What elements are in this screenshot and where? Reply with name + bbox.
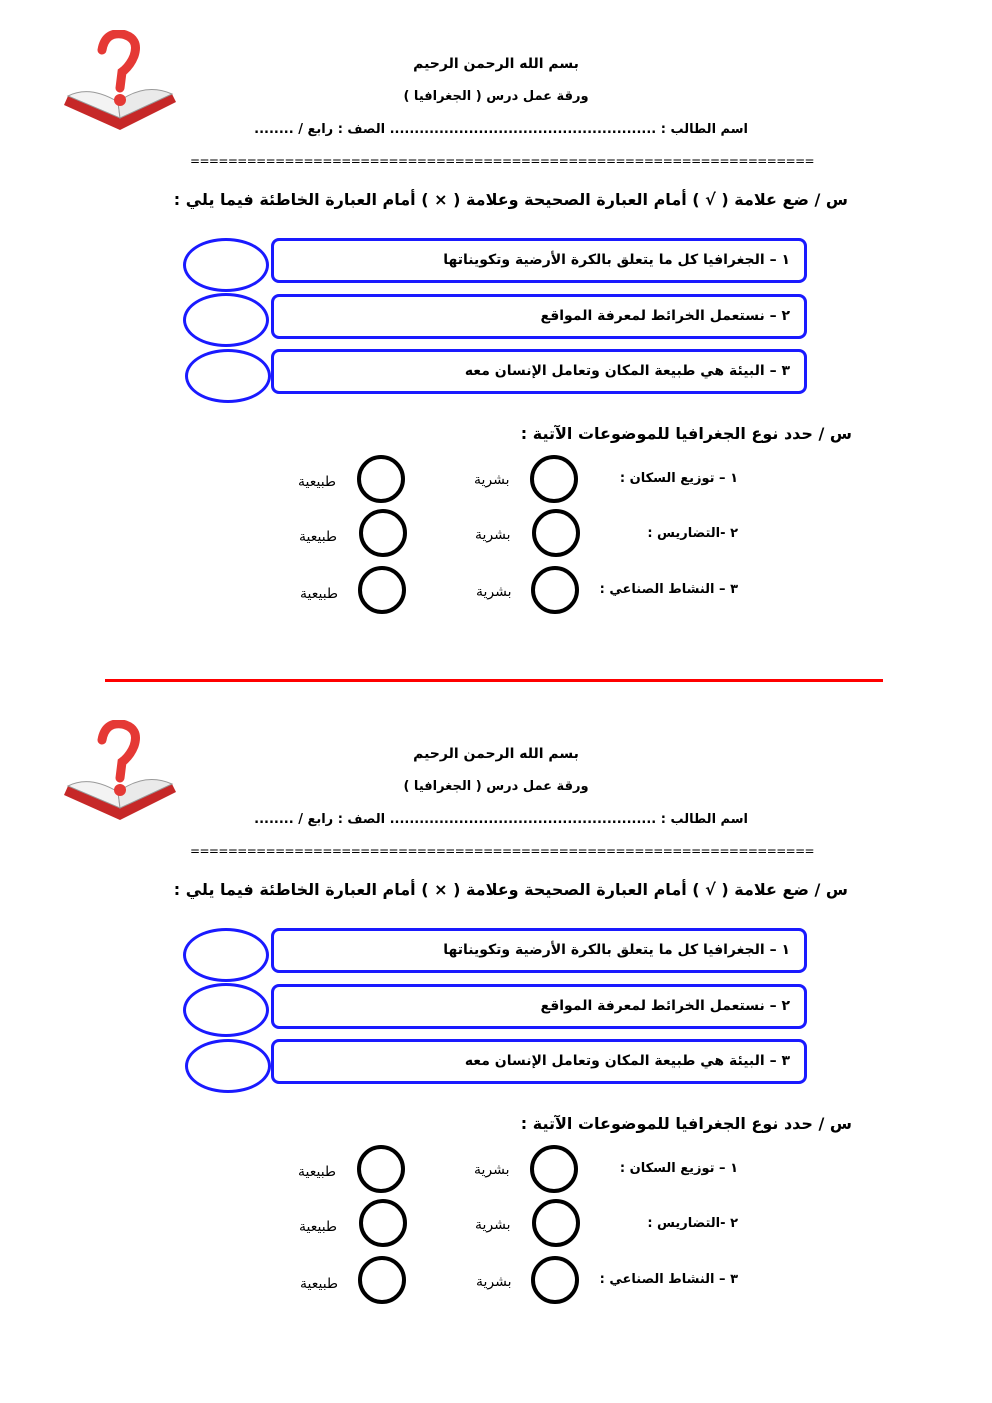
question-1-prompt: س / ضع علامة ( √ ) أمام العبارة الصحيحة وعلامة ( × ) أمام العبارة الخاطئة فيما يلي : bbox=[173, 880, 848, 899]
option-natural-label: طبيعية bbox=[299, 529, 338, 545]
statement-text: ٣ – البيئة هي طبيعة المكان وتعامل الإنسان معه bbox=[464, 363, 790, 379]
answer-oval-3[interactable] bbox=[185, 349, 271, 403]
statement-text: ٢ – نستعمل الخرائط لمعرفة المواقع bbox=[540, 998, 790, 1014]
option-human-label: بشرية bbox=[475, 527, 511, 543]
basmala: بسم الله الرحمن الرحيم bbox=[413, 746, 579, 762]
statement-text: ١ – الجغرافيا كل ما يتعلق بالكرة الأرضية وتكويناتها bbox=[443, 942, 790, 958]
worksheet bbox=[0, 690, 992, 1380]
option-human-label: بشرية bbox=[476, 584, 512, 600]
human-choice-3[interactable] bbox=[531, 566, 579, 614]
human-choice-1[interactable] bbox=[530, 455, 578, 503]
option-natural-label: طبيعية bbox=[298, 474, 337, 490]
answer-oval-2[interactable] bbox=[183, 983, 269, 1037]
item-1: ١ – توزيع السكان : bbox=[619, 1161, 738, 1176]
option-natural-label: طبيعية bbox=[299, 1219, 338, 1235]
answer-oval-2[interactable] bbox=[183, 293, 269, 347]
student-info-line[interactable]: اسم الطالب : ...................................................... الصف : رابع / ........ bbox=[254, 122, 748, 137]
worksheet bbox=[0, 0, 992, 690]
basmala: بسم الله الرحمن الرحيم bbox=[413, 56, 579, 72]
item-1: ١ – توزيع السكان : bbox=[619, 471, 738, 486]
statement-box-2 bbox=[271, 984, 807, 1029]
statement-text: ٣ – البيئة هي طبيعة المكان وتعامل الإنسان معه bbox=[464, 1053, 790, 1069]
human-choice-1[interactable] bbox=[530, 1145, 578, 1193]
natural-choice-3[interactable] bbox=[358, 1256, 406, 1304]
human-choice-2[interactable] bbox=[532, 1199, 580, 1247]
statement-text: ١ – الجغرافيا كل ما يتعلق بالكرة الأرضية وتكويناتها bbox=[443, 252, 790, 268]
statement-box-2 bbox=[271, 294, 807, 339]
natural-choice-1[interactable] bbox=[357, 455, 405, 503]
question-2-prompt: س / حدد نوع الجغرافيا للموضوعات الآتية : bbox=[520, 424, 852, 443]
answer-oval-3[interactable] bbox=[185, 1039, 271, 1093]
worksheet-title: ورقة عمل درس ( الجغرافيا ) bbox=[403, 779, 589, 794]
answer-oval-1[interactable] bbox=[183, 928, 269, 982]
natural-choice-3[interactable] bbox=[358, 566, 406, 614]
item-3: ٣ – النشاط الصناعي : bbox=[599, 582, 738, 597]
natural-choice-1[interactable] bbox=[357, 1145, 405, 1193]
separator: ================================================================== bbox=[190, 844, 815, 858]
question-2-prompt: س / حدد نوع الجغرافيا للموضوعات الآتية : bbox=[520, 1114, 852, 1133]
answer-oval-1[interactable] bbox=[183, 238, 269, 292]
question-1-prompt: س / ضع علامة ( √ ) أمام العبارة الصحيحة وعلامة ( × ) أمام العبارة الخاطئة فيما يلي : bbox=[173, 190, 848, 209]
student-info-line[interactable]: اسم الطالب : ...................................................... الصف : رابع / ........ bbox=[254, 812, 748, 827]
statement-box-1 bbox=[271, 928, 807, 973]
worksheet-title: ورقة عمل درس ( الجغرافيا ) bbox=[403, 89, 589, 104]
human-choice-3[interactable] bbox=[531, 1256, 579, 1304]
option-human-label: بشرية bbox=[474, 1162, 510, 1178]
statement-box-1 bbox=[271, 238, 807, 283]
option-natural-label: طبيعية bbox=[300, 586, 339, 602]
item-2: ٢ -التضاريس : bbox=[647, 1216, 738, 1231]
statement-box-3 bbox=[271, 349, 807, 394]
option-human-label: بشرية bbox=[474, 472, 510, 488]
option-natural-label: طبيعية bbox=[298, 1164, 337, 1180]
separator: ================================================================== bbox=[190, 154, 815, 168]
human-choice-2[interactable] bbox=[532, 509, 580, 557]
natural-choice-2[interactable] bbox=[359, 1199, 407, 1247]
statement-text: ٢ – نستعمل الخرائط لمعرفة المواقع bbox=[540, 308, 790, 324]
statement-box-3 bbox=[271, 1039, 807, 1084]
item-3: ٣ – النشاط الصناعي : bbox=[599, 1272, 738, 1287]
option-human-label: بشرية bbox=[476, 1274, 512, 1290]
option-human-label: بشرية bbox=[475, 1217, 511, 1233]
option-natural-label: طبيعية bbox=[300, 1276, 339, 1292]
item-2: ٢ -التضاريس : bbox=[647, 526, 738, 541]
natural-choice-2[interactable] bbox=[359, 509, 407, 557]
